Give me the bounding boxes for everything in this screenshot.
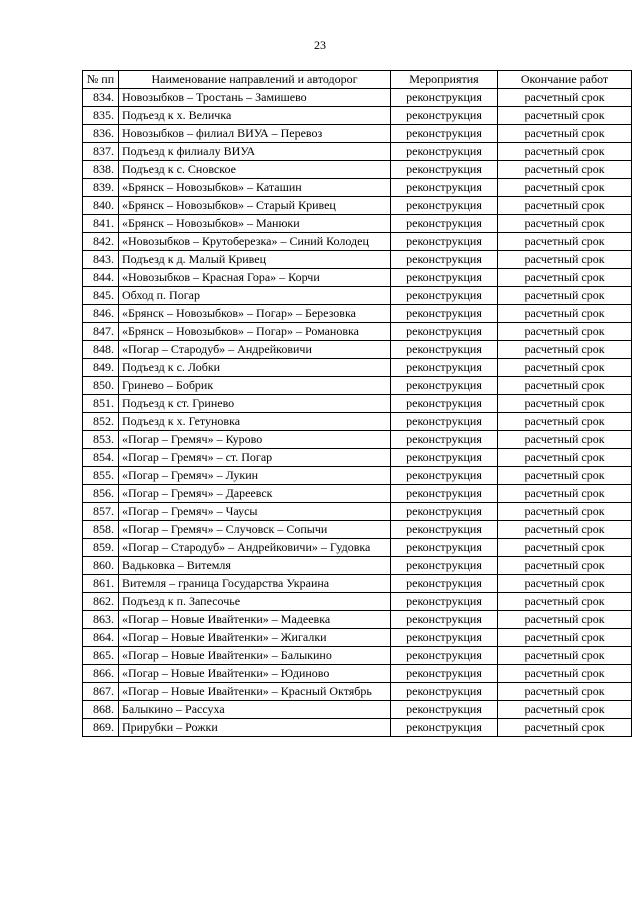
road-name: Подъезд к с. Сновское bbox=[119, 161, 391, 179]
road-name: Новозыбков – Тростань – Замишево bbox=[119, 89, 391, 107]
road-name: «Погар – Гремяч» – Случовск – Сопычи bbox=[119, 521, 391, 539]
table-row bbox=[83, 143, 632, 161]
table-row bbox=[83, 593, 632, 611]
road-name: «Погар – Новые Ивайтенки» – Жигалки bbox=[119, 629, 391, 647]
road-name: «Брянск – Новозыбков» – Погар» – Березовка bbox=[119, 305, 391, 323]
road-name: Подъезд к д. Малый Кривец bbox=[119, 251, 391, 269]
table-row bbox=[83, 467, 632, 485]
table-row bbox=[83, 557, 632, 575]
road-name: «Погар – Гремяч» – Лукин bbox=[119, 467, 391, 485]
table-row bbox=[83, 395, 632, 413]
row-number: 869. bbox=[83, 719, 119, 737]
road-event: реконструкция bbox=[391, 647, 498, 665]
table-row bbox=[83, 647, 632, 665]
row-number: 847. bbox=[83, 323, 119, 341]
row-number: 858. bbox=[83, 521, 119, 539]
road-event: реконструкция bbox=[391, 89, 498, 107]
road-name: Подъезд к х. Величка bbox=[119, 107, 391, 125]
road-name: «Брянск – Новозыбков» – Каташин bbox=[119, 179, 391, 197]
table-row bbox=[83, 323, 632, 341]
road-name: «Погар – Стародуб» – Андрейковичи bbox=[119, 341, 391, 359]
row-number: 844. bbox=[83, 269, 119, 287]
row-number: 860. bbox=[83, 557, 119, 575]
road-name: Прирубки – Рожки bbox=[119, 719, 391, 737]
table-row bbox=[83, 575, 632, 593]
row-number: 841. bbox=[83, 215, 119, 233]
road-event: реконструкция bbox=[391, 377, 498, 395]
road-end: расчетный срок bbox=[498, 179, 632, 197]
road-name: «Погар – Гремяч» – ст. Погар bbox=[119, 449, 391, 467]
table-row bbox=[83, 449, 632, 467]
road-end: расчетный срок bbox=[498, 305, 632, 323]
roads-table bbox=[82, 70, 632, 737]
road-name: «Погар – Стародуб» – Андрейковичи» – Гудовка bbox=[119, 539, 391, 557]
road-event: реконструкция bbox=[391, 107, 498, 125]
road-event: реконструкция bbox=[391, 179, 498, 197]
road-event: реконструкция bbox=[391, 215, 498, 233]
road-end: расчетный срок bbox=[498, 287, 632, 305]
road-end: расчетный срок bbox=[498, 611, 632, 629]
row-number: 846. bbox=[83, 305, 119, 323]
table-row bbox=[83, 197, 632, 215]
road-event: реконструкция bbox=[391, 629, 498, 647]
road-end: расчетный срок bbox=[498, 629, 632, 647]
road-end: расчетный срок bbox=[498, 323, 632, 341]
road-event: реконструкция bbox=[391, 323, 498, 341]
table-row bbox=[83, 269, 632, 287]
road-name: «Брянск – Новозыбков» – Погар» – Романовка bbox=[119, 323, 391, 341]
table-row bbox=[83, 305, 632, 323]
road-event: реконструкция bbox=[391, 449, 498, 467]
table-row bbox=[83, 539, 632, 557]
road-end: расчетный срок bbox=[498, 125, 632, 143]
road-name: «Погар – Гремяч» – Чаусы bbox=[119, 503, 391, 521]
header-end: Окончание работ bbox=[498, 71, 632, 89]
road-name: Подъезд к с. Лобки bbox=[119, 359, 391, 377]
road-event: реконструкция bbox=[391, 197, 498, 215]
road-name: «Новозыбков – Красная Гора» – Корчи bbox=[119, 269, 391, 287]
table-row bbox=[83, 431, 632, 449]
table-row bbox=[83, 359, 632, 377]
table-row bbox=[83, 413, 632, 431]
row-number: 861. bbox=[83, 575, 119, 593]
road-name: Подъезд к х. Гетуновка bbox=[119, 413, 391, 431]
row-number: 842. bbox=[83, 233, 119, 251]
row-number: 836. bbox=[83, 125, 119, 143]
road-event: реконструкция bbox=[391, 611, 498, 629]
road-name: Витемля – граница Государства Украина bbox=[119, 575, 391, 593]
table-row bbox=[83, 503, 632, 521]
row-number: 863. bbox=[83, 611, 119, 629]
table-row bbox=[83, 125, 632, 143]
table-row bbox=[83, 665, 632, 683]
row-number: 839. bbox=[83, 179, 119, 197]
road-name: «Брянск – Новозыбков» – Манюки bbox=[119, 215, 391, 233]
header-num: № пп bbox=[83, 71, 119, 89]
row-number: 854. bbox=[83, 449, 119, 467]
row-number: 850. bbox=[83, 377, 119, 395]
road-name: Подъезд к ст. Гринево bbox=[119, 395, 391, 413]
table-row bbox=[83, 161, 632, 179]
road-event: реконструкция bbox=[391, 719, 498, 737]
table-row bbox=[83, 287, 632, 305]
row-number: 843. bbox=[83, 251, 119, 269]
road-end: расчетный срок bbox=[498, 485, 632, 503]
road-name: Подъезд к п. Запесочье bbox=[119, 593, 391, 611]
table-row bbox=[83, 629, 632, 647]
road-name: «Погар – Новые Ивайтенки» – Балыкино bbox=[119, 647, 391, 665]
table-row bbox=[83, 611, 632, 629]
table-row bbox=[83, 719, 632, 737]
road-event: реконструкция bbox=[391, 665, 498, 683]
road-event: реконструкция bbox=[391, 431, 498, 449]
road-event: реконструкция bbox=[391, 467, 498, 485]
road-end: расчетный срок bbox=[498, 161, 632, 179]
road-event: реконструкция bbox=[391, 305, 498, 323]
road-event: реконструкция bbox=[391, 485, 498, 503]
road-name: «Погар – Гремяч» – Курово bbox=[119, 431, 391, 449]
road-name: Обход п. Погар bbox=[119, 287, 391, 305]
road-event: реконструкция bbox=[391, 503, 498, 521]
table-row bbox=[83, 179, 632, 197]
road-event: реконструкция bbox=[391, 161, 498, 179]
row-number: 868. bbox=[83, 701, 119, 719]
table-row bbox=[83, 485, 632, 503]
row-number: 852. bbox=[83, 413, 119, 431]
road-end: расчетный срок bbox=[498, 539, 632, 557]
table-row bbox=[83, 341, 632, 359]
road-name: «Погар – Новые Ивайтенки» – Юдиново bbox=[119, 665, 391, 683]
road-event: реконструкция bbox=[391, 539, 498, 557]
road-end: расчетный срок bbox=[498, 665, 632, 683]
road-end: расчетный срок bbox=[498, 683, 632, 701]
row-number: 855. bbox=[83, 467, 119, 485]
table-row bbox=[83, 683, 632, 701]
table-row bbox=[83, 107, 632, 125]
row-number: 835. bbox=[83, 107, 119, 125]
road-event: реконструкция bbox=[391, 413, 498, 431]
row-number: 862. bbox=[83, 593, 119, 611]
road-event: реконструкция bbox=[391, 521, 498, 539]
row-number: 856. bbox=[83, 485, 119, 503]
road-end: расчетный срок bbox=[498, 701, 632, 719]
road-end: расчетный срок bbox=[498, 719, 632, 737]
road-end: расчетный срок bbox=[498, 143, 632, 161]
road-end: расчетный срок bbox=[498, 377, 632, 395]
road-end: расчетный срок bbox=[498, 215, 632, 233]
row-number: 845. bbox=[83, 287, 119, 305]
header-name: Наименование направлений и автодорог bbox=[119, 71, 391, 89]
road-end: расчетный срок bbox=[498, 413, 632, 431]
row-number: 838. bbox=[83, 161, 119, 179]
road-name: «Новозыбков – Крутоберезка» – Синий Колодец bbox=[119, 233, 391, 251]
page-number: 23 bbox=[314, 38, 326, 52]
road-end: расчетный срок bbox=[498, 521, 632, 539]
road-event: реконструкция bbox=[391, 359, 498, 377]
road-event: реконструкция bbox=[391, 557, 498, 575]
road-name: Новозыбков – филиал ВИУА – Перевоз bbox=[119, 125, 391, 143]
road-name: «Погар – Новые Ивайтенки» – Красный Октябрь bbox=[119, 683, 391, 701]
road-event: реконструкция bbox=[391, 251, 498, 269]
road-end: расчетный срок bbox=[498, 431, 632, 449]
row-number: 867. bbox=[83, 683, 119, 701]
road-event: реконструкция bbox=[391, 233, 498, 251]
road-end: расчетный срок bbox=[498, 503, 632, 521]
road-end: расчетный срок bbox=[498, 359, 632, 377]
road-event: реконструкция bbox=[391, 269, 498, 287]
table-row bbox=[83, 377, 632, 395]
road-event: реконструкция bbox=[391, 125, 498, 143]
road-end: расчетный срок bbox=[498, 341, 632, 359]
road-end: расчетный срок bbox=[498, 233, 632, 251]
road-name: Вадьковка – Витемля bbox=[119, 557, 391, 575]
row-number: 840. bbox=[83, 197, 119, 215]
row-number: 857. bbox=[83, 503, 119, 521]
row-number: 837. bbox=[83, 143, 119, 161]
row-number: 865. bbox=[83, 647, 119, 665]
road-end: расчетный срок bbox=[498, 197, 632, 215]
row-number: 866. bbox=[83, 665, 119, 683]
road-event: реконструкция bbox=[391, 593, 498, 611]
road-name: Подъезд к филиалу ВИУА bbox=[119, 143, 391, 161]
table-header-row bbox=[83, 71, 632, 89]
road-end: расчетный срок bbox=[498, 251, 632, 269]
road-name: «Погар – Новые Ивайтенки» – Мадеевка bbox=[119, 611, 391, 629]
road-end: расчетный срок bbox=[498, 593, 632, 611]
road-event: реконструкция bbox=[391, 287, 498, 305]
table-row bbox=[83, 251, 632, 269]
road-event: реконструкция bbox=[391, 395, 498, 413]
road-name: «Погар – Гремяч» – Дареевск bbox=[119, 485, 391, 503]
road-name: Балыкино – Рассуха bbox=[119, 701, 391, 719]
road-name: Гринево – Бобрик bbox=[119, 377, 391, 395]
road-name: «Брянск – Новозыбков» – Старый Кривец bbox=[119, 197, 391, 215]
header-event: Мероприятия bbox=[391, 71, 498, 89]
row-number: 834. bbox=[83, 89, 119, 107]
road-end: расчетный срок bbox=[498, 269, 632, 287]
table-row bbox=[83, 233, 632, 251]
road-end: расчетный срок bbox=[498, 575, 632, 593]
table-row bbox=[83, 89, 632, 107]
road-end: расчетный срок bbox=[498, 107, 632, 125]
road-end: расчетный срок bbox=[498, 89, 632, 107]
row-number: 864. bbox=[83, 629, 119, 647]
row-number: 851. bbox=[83, 395, 119, 413]
road-event: реконструкция bbox=[391, 143, 498, 161]
road-event: реконструкция bbox=[391, 575, 498, 593]
road-event: реконструкция bbox=[391, 341, 498, 359]
road-end: расчетный срок bbox=[498, 467, 632, 485]
row-number: 848. bbox=[83, 341, 119, 359]
road-end: расчетный срок bbox=[498, 647, 632, 665]
table-row bbox=[83, 521, 632, 539]
table-row bbox=[83, 215, 632, 233]
road-end: расчетный срок bbox=[498, 557, 632, 575]
row-number: 853. bbox=[83, 431, 119, 449]
road-event: реконструкция bbox=[391, 683, 498, 701]
table-row bbox=[83, 701, 632, 719]
road-end: расчетный срок bbox=[498, 449, 632, 467]
road-event: реконструкция bbox=[391, 701, 498, 719]
road-end: расчетный срок bbox=[498, 395, 632, 413]
row-number: 849. bbox=[83, 359, 119, 377]
row-number: 859. bbox=[83, 539, 119, 557]
